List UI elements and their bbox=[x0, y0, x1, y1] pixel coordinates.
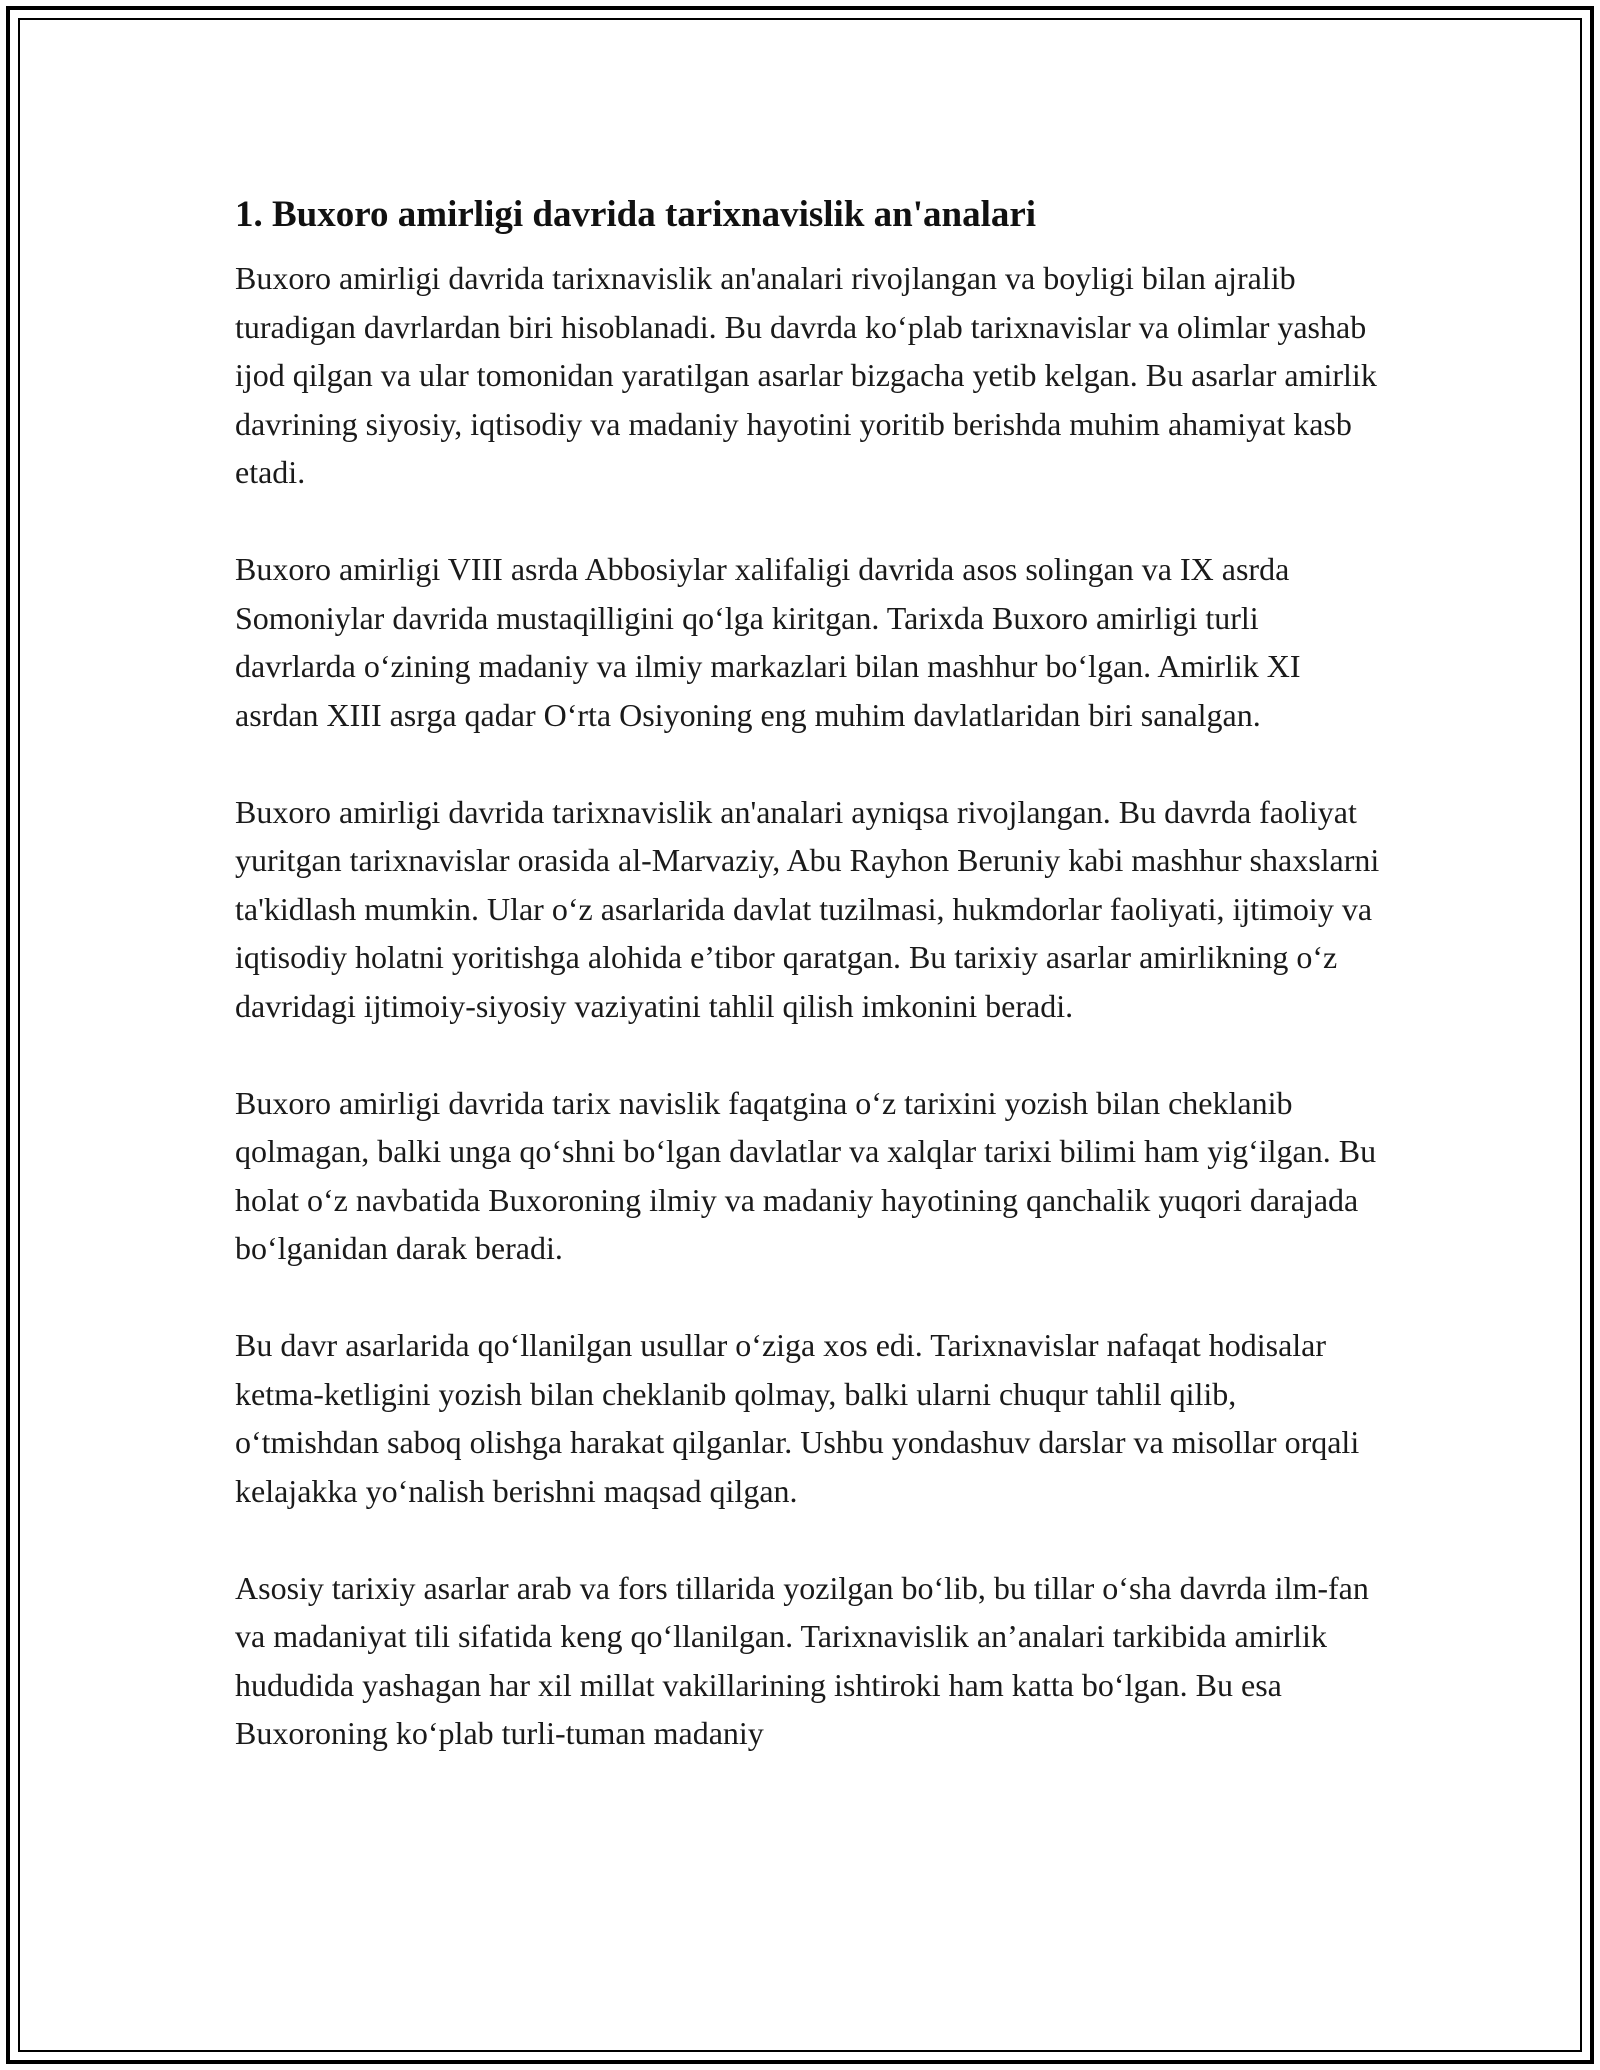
document-body bbox=[235, 186, 1385, 1758]
paragraph-5: Bu davr asarlarida qoʻllanilgan usullar oʻziga xos edi. Tarixnavislar nafaqat hodisalar ketma-ketligini yozish bilan cheklanib qolmay, balki ularni chuqur tahlil qilib, oʻtmishdan saboq olishga harakat qilganlar. Ushbu yondashuv darslar va misollar orqali kelajakka yoʻnalish berishni maqsad qilgan. bbox=[235, 1327, 1360, 1509]
paragraph-1: Buxoro amirligi davrida tarixnavislik an'analari rivojlangan va boyligi bilan ajralib turadigan davrlardan biri hisoblanadi. Bu davrda koʻplab tarixnavislar va olimlar yashab ijod qilgan va ular tomonidan yaratilgan asarlar bizgacha yetib kelgan. Bu asarlar amirlik davrining siyosiy, iqtisodiy va madaniy hayotini yoritib berishda muhim ahamiyat kasb etadi. bbox=[235, 260, 1377, 490]
section-heading: 1. Buxoro amirligi davrida tarixnavislik an'analari bbox=[235, 194, 1037, 235]
paragraph-3: Buxoro amirligi davrida tarixnavislik an'analari ayniqsa rivojlangan. Bu davrda faoliyat yuritgan tarixnavislar orasida al-Marvaziy, Abu Rayhon Beruniy kabi mashhur shaxslarni ta'kidlash mumkin. Ular oʻz asarlarida davlat tuzilmasi, hukmdorlar faoliyati, ijtimoiy va iqtisodiy holatni yoritishga alohida e’tibor qaratgan. Bu tarixiy asarlar amirlikning oʻz davridagi ijtimoiy-siyosiy vaziyatini tahlil qilish imkonini beradi. bbox=[235, 793, 1380, 1024]
paragraph-6: Asosiy tarixiy asarlar arab va fors tillarida yozilgan boʻlib, bu tillar oʻsha davrda ilm-fan va madaniyat tili sifatida keng qoʻllanilgan. Tarixnavislik an’analari tarkibida amirlik hududida yashagan har xil millat vakillarining ishtiroki ham katta boʻlgan. Bu esa Buxoroning koʻplab turli-tuman madaniy bbox=[235, 1569, 1369, 1751]
paragraph-2: Buxoro amirligi VIII asrda Abbosiylar xalifaligi davrida asos solingan va IX asrda Somoniylar davrida mustaqilligini qoʻlga kiritgan. Tarixda Buxoro amirligi turli davrlarda oʻzining madaniy va ilmiy markazlari bilan mashhur boʻlgan. Amirlik XI asrdan XIII asrga qadar Oʻrta Osiyoning eng muhim davlatlaridan biri sanalgan. bbox=[235, 551, 1301, 733]
paragraph-4: Buxoro amirligi davrida tarix navislik faqatgina oʻz tarixini yozish bilan cheklanib qolmagan, balki unga qoʻshni boʻlgan davlatlar va xalqlar tarixi bilimi ham yigʻilgan. Bu holat oʻz navbatida Buxoroning ilmiy va madaniy hayotining qanchalik yuqori darajada boʻlganidan darak beradi. bbox=[235, 1084, 1377, 1266]
